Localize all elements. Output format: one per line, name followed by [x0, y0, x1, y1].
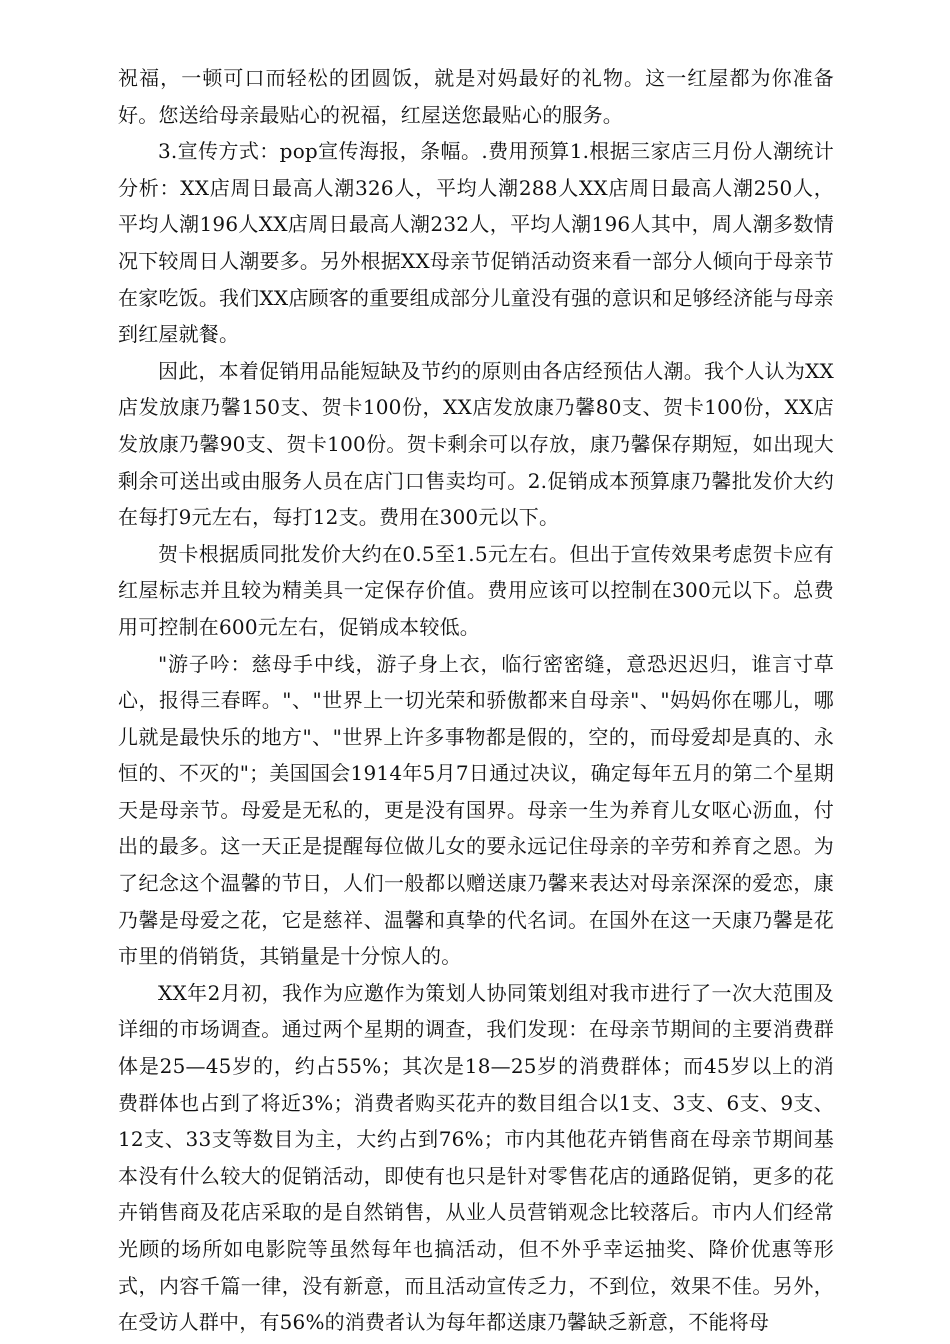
paragraph-promotion-method-budget: 3.宣传方式：pop宣传海报，条幅。.费用预算1.根据三家店三月份人潮统计分析：XX店周日最高人潮326人，平均人潮288人XX店周日最高人潮250人，平均人潮196人XX店周日最高人潮232人，平均人潮196人其中，周人潮多数情况下较周日人潮要多。另外根据XX母亲节促销活动资来看一部分人倾向于母亲节在家吃饭。我们XX店顾客的重要组成部分儿童没有强的意识和足够经济能与母亲到红屋就餐。 — [118, 139, 834, 347]
paragraph-mothers-day-background: "游子吟：慈母手中线，游子身上衣，临行密密缝，意恐迟迟归，谁言寸草心，报得三春晖。"、"世界上一切光荣和骄傲都来自母亲"、"妈妈你在哪儿，哪儿就是最快乐的地方"、"世界上许多事物都是假的，空的，而母爱却是真的、永恒的、不灭的"；美国国会1914年5月7日通过决议，确定每年五月的第二个星期天是母亲节。母爱是无私的，更是没有国界。母亲一生为养育儿女呕心沥血，付出的最多。这一天正是提醒每位做儿女的要永远记住母亲的辛劳和养育之恩。为了纪念这个温馨的节日，人们一般都以赠送康乃馨来表达对母亲深深的爱恋，康乃馨是母爱之花，它是慈祥、温馨和真挚的代名词。在国外在这一天康乃馨是花市里的俏销货，其销量是十分惊人的。 — [118, 651, 834, 969]
paragraph-greeting-card-cost: 贺卡根据质同批发价大约在0.5至1.5元左右。但出于宣传效果考虑贺卡应有红屋标志并且较为精美具一定保存价值。费用应该可以控制在300元以下。总费用可控制在600元左右，促销成本较低。 — [118, 541, 834, 639]
paragraph-greeting-continued: 祝福，一顿可口而轻松的团圆饭，就是对妈最好的礼物。这一红屋都为你准备好。您送给母亲最贴心的祝福，红屋送您最贴心的服务。 — [118, 66, 834, 127]
paragraph-market-survey: XX年2月初，我作为应邀作为策划人协同策划组对我市进行了一次大范围及详细的市场调查。通过两个星期的调查，我们发现：在母亲节期间的主要消费群体是25—45岁的，约占55%；其次是18—25岁的消费群体；而45岁以上的消费群体也占到了将近3%；消费者购买花卉的数目组合以1支、3支、6支、9支、12支、33支等数目为主，大约占到76%；市内其他花卉销售商在母亲节期间基本没有什么较大的促销活动，即使有也只是针对零售花店的通路促销，更多的花卉销售商及花店采取的是自然销售，从业人员营销观念比较落后。市内人们经常光顾的场所如电影院等虽然每年也搞活动，但不外乎幸运抽奖、降价优惠等形式，内容千篇一律，没有新意，而且活动宣传乏力，不到位，效果不佳。另外，在受访人群中，有56%的消费者认为每年都送康乃馨缺乏新意，不能将母 — [118, 980, 834, 1335]
paragraph-estimated-distribution: 因此，本着促销用品能短缺及节约的原则由各店经预估人潮。我个人认为XX店发放康乃馨150支、贺卡100份，XX店发放康乃馨80支、贺卡100份，XX店发放康乃馨90支、贺卡100份。贺卡剩余可以存放，康乃馨保存期短，如出现大剩余可送出或由服务人员在店门口售卖均可。2.促销成本预算康乃馨批发价大约在每打9元左右，每打12支。费用在300元以下。 — [118, 358, 834, 530]
document-page — [118, 60, 834, 1341]
